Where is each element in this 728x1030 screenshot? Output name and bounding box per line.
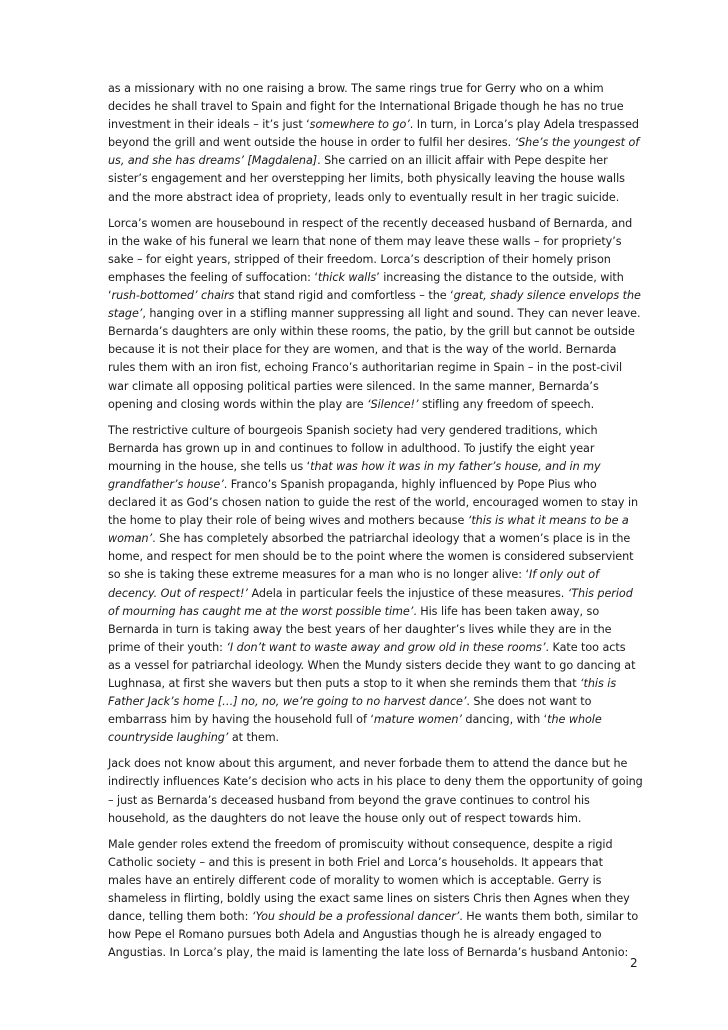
text-span: war climate all opposing political parties were silenced. In the same manner, Bernarda’s: [108, 379, 599, 393]
text-span: . Franco’s Spanish propaganda, highly influenced by Pope Pius who: [223, 477, 597, 491]
quotation-span: If only out of: [529, 568, 599, 582]
text-line: [108, 872, 630, 890]
text-line: [108, 836, 630, 854]
text-span: . Kate too acts: [545, 640, 626, 654]
text-line: [108, 494, 639, 512]
text-span: . She has completely absorbed the patriarchal ideology that a women’s place is in the: [152, 532, 631, 546]
text-span: that stand rigid and comfortless – the ‘: [234, 289, 454, 303]
text-span: the home to play their role of being wives and mothers because: [108, 514, 468, 528]
quotation-span: decency. Out of respect!’: [108, 586, 248, 600]
quotation-span: ‘this is: [580, 677, 617, 690]
text-span: indirectly influences Kate’s decision who acts in his place to deny them the opportunity of going: [108, 775, 643, 789]
text-line: [108, 512, 630, 530]
text-line: [108, 251, 630, 269]
quotation-span: Father Jack’s home […] no, no, we’re going to no harvest dance’: [108, 695, 467, 709]
text-line: [108, 323, 635, 341]
text-span: shameless in flirting, boldly using the exact same lines on sisters Chris then Agnes when they: [108, 892, 630, 906]
text-line: [108, 440, 630, 458]
paragraph-spacing: [108, 828, 630, 836]
text-line: [108, 458, 630, 476]
text-line: [108, 675, 630, 693]
quotation-span: us, and she has dreams’ [Magdalena]: [108, 154, 318, 168]
text-line: [108, 269, 630, 287]
quotation-span: ‘This period: [567, 586, 633, 600]
paragraph-spacing: [108, 414, 630, 422]
text-span: stifling any freedom of speech.: [418, 397, 595, 411]
text-span: . He wants them both, similar to: [459, 910, 639, 924]
text-span: . She carried on an illicit affair with Pepe despite her: [317, 154, 608, 168]
text-line: [108, 378, 630, 396]
text-line: [108, 657, 636, 675]
text-span: Bernarda in turn is taking away the best years of her daughter’s lives while they are in the: [108, 622, 612, 636]
text-span: as a missionary with no one raising a brow. The same rings true for Gerry who on a whim: [108, 82, 604, 95]
text-line: [108, 476, 630, 494]
quotation-span: the whole: [547, 713, 602, 727]
text-line: [108, 287, 641, 305]
text-span: as a vessel for patriarchal ideology. When the Mundy sisters decide they want to go dancing at: [108, 658, 636, 672]
quotation-span: of mourning has caught me at the worst possible time’: [108, 604, 414, 618]
quotation-span: mature women’: [373, 713, 462, 727]
quotation-span: ‘this is what it means to be a: [467, 514, 629, 528]
quotation-span: that was how it was in my father’s house, and in my: [310, 459, 601, 473]
text-line: [108, 693, 630, 711]
document-body: [108, 80, 643, 962]
text-span: and the more abstract idea of propriety, leads only to eventually result in her tragic suicide.: [108, 190, 620, 204]
quotation-span: grandfather’s house’: [108, 477, 224, 491]
text-line: [108, 603, 630, 621]
text-line: [108, 134, 640, 152]
paragraph: [108, 755, 643, 827]
text-span: prime of their youth:: [108, 640, 227, 654]
text-line: [108, 890, 630, 908]
text-span: Adela in particular feels the injustice of these measures.: [247, 586, 568, 600]
text-span: sister’s engagement and her overstepping her limits, both physically leaving the house walls: [108, 172, 625, 186]
text-line: [108, 80, 630, 98]
paragraph: [108, 422, 639, 748]
text-span: Angustias. In Lorca’s play, the maid is lamenting the late loss of Bernarda’s husband Antonio:: [108, 946, 629, 960]
text-span: sake – for eight years, stripped of their freedom. Lorca’s description of their homely prison: [108, 252, 611, 266]
paragraph: [108, 80, 640, 207]
text-span: declared it as God’s chosen nation to guide the rest of the world, encouraged women to stay in: [108, 496, 639, 510]
quotation-span: great, shady silence envelops the: [453, 289, 641, 303]
text-span: home, and respect for men should be to the point where the women is considered subservient: [108, 550, 634, 564]
text-span: in the wake of his funeral we learn that none of them may leave these walls – for propriety’s: [108, 234, 622, 248]
paragraph: [108, 215, 641, 414]
paragraph: [108, 836, 639, 963]
paragraph-spacing: [108, 207, 630, 215]
text-line: [108, 585, 633, 603]
text-line: [108, 396, 630, 414]
text-line: [108, 359, 630, 377]
text-line: [108, 755, 630, 773]
text-line: [108, 908, 639, 926]
text-span: mourning in the house, she tells us ‘: [108, 459, 311, 473]
text-line: [108, 944, 630, 962]
text-span: beyond the grill and went outside the house in order to fulfil her desires.: [108, 136, 515, 150]
text-span: opening and closing words within the play are: [108, 397, 368, 411]
text-span: , hanging over in a stifling manner suppressing all light and sound. They can never leave.: [142, 307, 641, 321]
text-span: emphases the feeling of suffocation: ‘: [108, 270, 318, 284]
text-line: [108, 926, 630, 944]
text-span: how Pepe el Romano pursues both Adela and Angustias though he is already engaged to: [108, 928, 602, 942]
text-line: [108, 98, 630, 116]
paragraph-spacing: [108, 747, 630, 755]
text-line: [108, 810, 630, 828]
text-span: The restrictive culture of bourgeois Spanish society had very gendered traditions, which: [108, 423, 598, 437]
text-span: . His life has been taken away, so: [413, 604, 600, 618]
quotation-span: ‘I don’t want to waste away and grow old in these rooms’: [226, 640, 546, 654]
text-line: [108, 566, 630, 584]
text-line: [108, 639, 630, 657]
page-number: 2: [630, 956, 638, 970]
text-span: dance, telling them both:: [108, 910, 252, 924]
text-span: . She does not want to: [466, 695, 592, 709]
text-span: ’ increasing the distance to the outside, with: [376, 270, 624, 284]
text-line: [108, 548, 634, 566]
text-span: Jack does not know about this argument, and never forbade them to attend the dance but he: [108, 757, 628, 771]
text-line: [108, 530, 630, 548]
text-line: [108, 170, 630, 188]
quotation-span: stage’: [108, 307, 143, 321]
quotation-span: woman’: [108, 532, 153, 546]
text-span: at them.: [228, 731, 280, 745]
text-line: [108, 215, 633, 233]
text-span: ‘: [108, 289, 112, 303]
text-span: males have an entirely different code of morality to women which is acceptable. Gerry is: [108, 873, 602, 887]
quotation-span: rush-bottomed’ chairs: [111, 289, 235, 303]
text-span: Bernarda has grown up in and continues to follow in adulthood. To justify the eight year: [108, 441, 595, 455]
text-span: . In turn, in Lorca’s play Adela trespassed: [409, 118, 639, 132]
text-span: decides he shall travel to Spain and fight for the International Brigade though he has no true: [108, 100, 624, 114]
text-span: embarrass him by having the household full of ‘: [108, 713, 374, 727]
text-span: because it is not their place for they are women, and that is the way of the world. Bernarda: [108, 343, 617, 357]
text-line: [108, 711, 630, 729]
text-line: [108, 341, 630, 359]
text-line: [108, 773, 643, 791]
text-span: – just as Bernarda’s deceased husband from beyond the grave continues to control his: [108, 793, 590, 807]
quotation-span: ‘Silence!’: [367, 397, 419, 411]
text-span: Bernarda’s daughters are only within these rooms, the patio, by the grill but cannot be outside: [108, 325, 635, 339]
quotation-span: countryside laughing’: [108, 731, 229, 745]
text-line: [108, 729, 630, 747]
text-span: Lughnasa, at first she wavers but then puts a stop to it when she reminds them that: [108, 677, 581, 690]
text-span: Lorca’s women are housebound in respect of the recently deceased husband of Bernarda, and: [108, 216, 633, 230]
text-span: so she is taking these extreme measures for a man who is no longer alive: ‘: [108, 568, 529, 582]
text-span: investment in their ideals – it’s just ‘: [108, 118, 310, 132]
text-line: [108, 305, 641, 323]
text-line: [108, 422, 630, 440]
text-line: [108, 233, 630, 251]
text-span: Male gender roles extend the freedom of promiscuity without consequence, despite a rigid: [108, 837, 613, 851]
text-span: Catholic society – and this is present in both Friel and Lorca’s households. It appears that: [108, 855, 603, 869]
text-line: [108, 854, 630, 872]
text-line: [108, 621, 630, 639]
quotation-span: somewhere to go’: [309, 118, 410, 132]
text-line: [108, 116, 639, 134]
quotation-span: thick walls: [317, 270, 377, 284]
text-span: household, as the daughters do not leave the house only out of respect towards him.: [108, 811, 582, 825]
text-line: [108, 792, 630, 810]
text-line: [108, 152, 630, 170]
text-line: [108, 189, 630, 207]
quotation-span: ‘She’s the youngest of: [514, 136, 640, 150]
quotation-span: ‘You should be a professional dancer’: [251, 910, 460, 924]
text-span: dancing, with ‘: [461, 713, 548, 727]
text-span: rules them with an iron fist, echoing Franco’s authoritarian regime in Spain – in the post-civil: [108, 361, 623, 375]
